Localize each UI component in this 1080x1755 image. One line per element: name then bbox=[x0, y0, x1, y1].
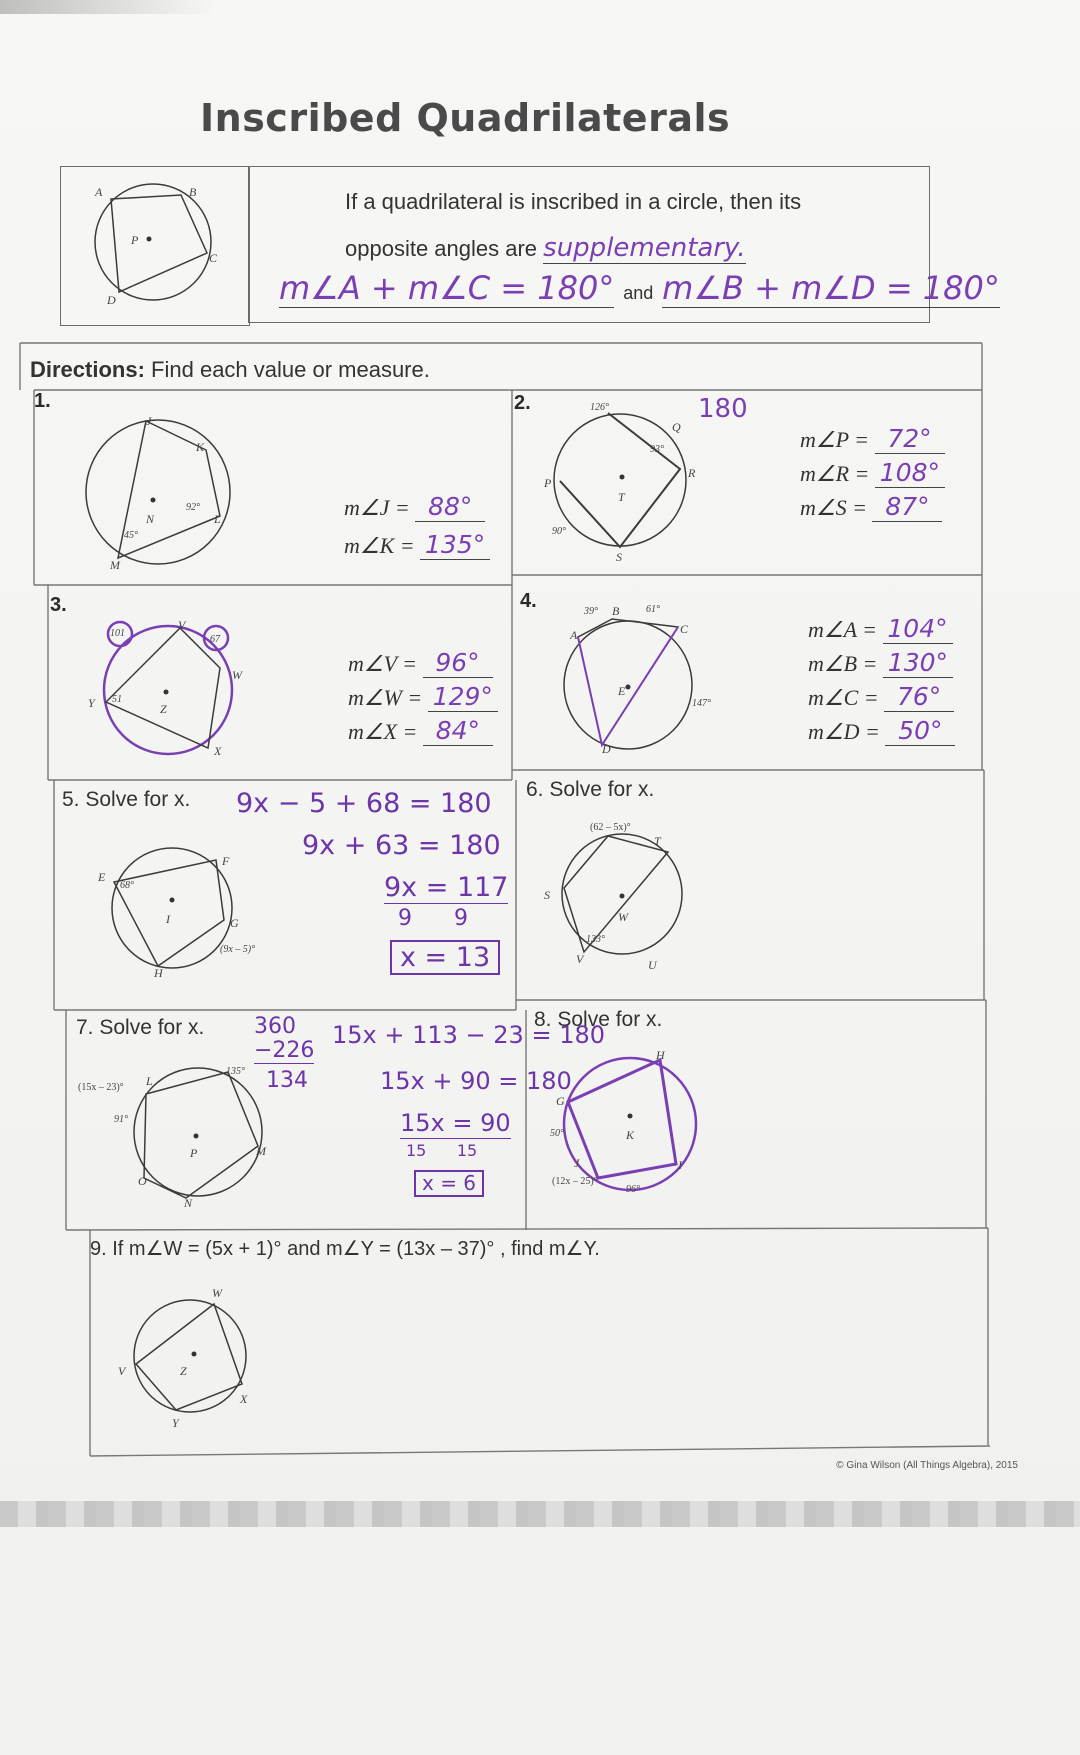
p4-answer-c bbox=[808, 682, 954, 712]
p9-label-x: X bbox=[240, 1392, 248, 1406]
p6-label-s: S bbox=[544, 888, 550, 902]
p9-label-v: V bbox=[118, 1364, 126, 1378]
p9-label-y: Y bbox=[172, 1416, 179, 1430]
theorem-line-2-prefix: opposite angles are bbox=[345, 236, 538, 261]
problem-7-label: 7. Solve for x. bbox=[76, 1016, 205, 1039]
p3-answer-w-prompt: m∠W = bbox=[348, 685, 423, 710]
p7-work-line-1: 360 bbox=[254, 1014, 296, 1039]
p4-answer-d bbox=[808, 716, 955, 746]
p7-label-91: 91° bbox=[114, 1114, 128, 1125]
p7-work-line-4: 15x + 113 − 23 = 180 bbox=[332, 1021, 605, 1049]
theorem-equation-and: and bbox=[623, 283, 654, 303]
p4-label-e: E bbox=[618, 684, 626, 698]
p7-label-l: L bbox=[146, 1074, 153, 1088]
copyright-credit: © Gina Wilson (All Things Algebra), 2015 bbox=[836, 1460, 1018, 1471]
p1-answer-k-prompt: m∠K = bbox=[344, 533, 415, 558]
p4-answer-c-prompt: m∠C = bbox=[808, 685, 879, 710]
p7-work-line-6: 15x = 90 bbox=[400, 1109, 511, 1137]
p4-label-a: A bbox=[570, 628, 578, 642]
p2-answer-s bbox=[800, 492, 942, 522]
p4-answer-b-value: 130° bbox=[883, 648, 953, 678]
directions-label: Directions: bbox=[30, 357, 145, 382]
p2-label-r: R bbox=[688, 466, 696, 480]
p1-label-j: J bbox=[146, 414, 152, 428]
p5-work-answer: x = 13 bbox=[390, 940, 500, 975]
p6-label-t: T bbox=[654, 834, 661, 848]
scan-edge-bottom bbox=[0, 1501, 1080, 1527]
p7-label-135: 135° bbox=[226, 1066, 245, 1077]
p4-answer-a-value: 104° bbox=[883, 614, 953, 644]
p4-label-147: 147° bbox=[692, 698, 711, 709]
p2-answer-p bbox=[800, 424, 945, 454]
p6-label-expr: (62 – 5x)° bbox=[590, 822, 631, 833]
p3-answer-v-value: 96° bbox=[423, 648, 493, 678]
p3-answer-w bbox=[348, 682, 498, 712]
p2-answer-p-prompt: m∠P = bbox=[800, 427, 869, 452]
p7-work-line-5: 15x + 90 = 180 bbox=[380, 1067, 572, 1095]
p8-label-g: G bbox=[556, 1094, 565, 1108]
p8-label-i: I bbox=[678, 1158, 682, 1172]
p1-answer-j bbox=[344, 492, 485, 522]
theorem-label-a: A bbox=[95, 185, 103, 199]
p2-label-93: 93° bbox=[650, 444, 664, 455]
p5-work-line-4: 9 9 bbox=[398, 906, 468, 931]
p1-label-angle-m: 45° bbox=[124, 530, 138, 541]
p3-answer-x-prompt: m∠X = bbox=[348, 719, 418, 744]
p4-answer-c-value: 76° bbox=[884, 682, 954, 712]
p8-label-j: J bbox=[574, 1156, 580, 1170]
p3-label-w: W bbox=[232, 668, 242, 682]
p8-label-h: H bbox=[656, 1048, 665, 1062]
p1-label-angle-l: 92° bbox=[186, 502, 200, 513]
p4-answer-b bbox=[808, 648, 953, 678]
p4-answer-a bbox=[808, 614, 953, 644]
p6-label-v: V bbox=[576, 952, 584, 966]
p4-label-b: B bbox=[612, 604, 620, 618]
p1-answer-j-prompt: m∠J = bbox=[344, 495, 410, 520]
theorem-label-p: P bbox=[131, 233, 139, 247]
p1-answer-j-value: 88° bbox=[415, 492, 485, 522]
p2-answer-s-value: 87° bbox=[872, 492, 942, 522]
p5-label-68: 68° bbox=[120, 880, 134, 891]
problem-1-number: 1. bbox=[34, 390, 51, 412]
p9-label-z: Z bbox=[180, 1364, 187, 1378]
p5-label-f: F bbox=[222, 854, 230, 868]
p6-label-133: 133° bbox=[586, 934, 605, 945]
p5-label-h: H bbox=[154, 966, 163, 980]
p8-label-96: 96° bbox=[626, 1184, 640, 1195]
p3-answer-x bbox=[348, 716, 493, 746]
p2-answer-p-value: 72° bbox=[875, 424, 945, 454]
problem-2-number: 2. bbox=[514, 392, 531, 414]
p5-label-expr: (9x – 5)° bbox=[220, 944, 256, 955]
p3-label-z: Z bbox=[160, 702, 167, 716]
p8-label-50: 50° bbox=[550, 1128, 564, 1139]
p8-label-expr: (12x – 25)° bbox=[552, 1176, 598, 1187]
theorem-label-d: D bbox=[107, 293, 116, 307]
p9-label-w: W bbox=[212, 1286, 222, 1300]
p7-work-answer: x = 6 bbox=[414, 1170, 484, 1197]
p3-label-101: 101 bbox=[110, 628, 125, 639]
theorem-label-c: C bbox=[209, 251, 218, 265]
theorem-answer-supplementary: supplementary. bbox=[543, 233, 746, 263]
p6-label-u: U bbox=[648, 958, 657, 972]
p1-label-n: N bbox=[146, 512, 155, 526]
p5-label-i: I bbox=[166, 912, 170, 926]
problem-5-label: 5. Solve for x. bbox=[62, 788, 191, 811]
p2-answer-s-prompt: m∠S = bbox=[800, 495, 867, 520]
p3-answer-v-prompt: m∠V = bbox=[348, 651, 417, 676]
p3-label-y: Y bbox=[88, 696, 95, 710]
p2-label-q: Q bbox=[672, 420, 681, 434]
p2-answer-r bbox=[800, 458, 945, 488]
p7-label-o: O bbox=[138, 1174, 147, 1188]
p5-work-line-1: 9x − 5 + 68 = 180 bbox=[236, 788, 492, 819]
problem-6-label: 6. Solve for x. bbox=[526, 778, 655, 801]
problem-9-text: 9. If m∠W = (5x + 1)° and m∠Y = (13x – 37)° , find m∠Y. bbox=[90, 1238, 600, 1260]
p1-label-l: L bbox=[214, 512, 221, 526]
p2-label-90: 90° bbox=[552, 526, 566, 537]
p2-label-p: P bbox=[544, 476, 552, 490]
p1-answer-k bbox=[344, 530, 490, 560]
page-title: Inscribed Quadrilaterals bbox=[200, 96, 731, 140]
p7-label-p: P bbox=[190, 1146, 198, 1160]
problem-8-label: 8. Solve for x. bbox=[534, 1008, 663, 1031]
directions-text: Find each value or measure. bbox=[151, 357, 430, 382]
p7-work-line-7: 15 15 bbox=[406, 1141, 478, 1160]
p7-label-m: M bbox=[256, 1144, 266, 1158]
p4-answer-d-prompt: m∠D = bbox=[808, 719, 880, 744]
p5-label-g: G bbox=[230, 916, 239, 930]
p2-label-s: S bbox=[616, 550, 622, 564]
p4-label-39: 39° bbox=[584, 606, 598, 617]
p7-work-line-2: −226 bbox=[254, 1038, 315, 1063]
p2-answer-r-prompt: m∠R = bbox=[800, 461, 870, 486]
p1-answer-k-value: 135° bbox=[420, 530, 490, 560]
p3-answer-v bbox=[348, 648, 493, 678]
theorem-equation-left: m∠A + m∠C = 180° bbox=[279, 269, 615, 307]
p3-label-x: X bbox=[214, 744, 222, 758]
p4-label-c: C bbox=[680, 622, 689, 636]
p4-label-d: D bbox=[602, 742, 611, 756]
p3-answer-x-value: 84° bbox=[423, 716, 493, 746]
p7-work-line-3: 134 bbox=[266, 1068, 308, 1093]
p7-label-n: N bbox=[184, 1196, 193, 1210]
p7-label-expr: (15x – 23)° bbox=[78, 1082, 124, 1093]
p5-work-line-2: 9x + 63 = 180 bbox=[302, 830, 501, 861]
p4-answer-b-prompt: m∠B = bbox=[808, 651, 878, 676]
p4-answer-d-value: 50° bbox=[885, 716, 955, 746]
p5-label-e: E bbox=[98, 870, 106, 884]
p3-label-67: 67 bbox=[210, 634, 220, 645]
p1-label-m: M bbox=[110, 558, 120, 572]
p4-answer-a-prompt: m∠A = bbox=[808, 617, 877, 642]
problem-1-diagram bbox=[80, 410, 250, 580]
p2-answer-r-value: 108° bbox=[875, 458, 945, 488]
p3-label-v: V bbox=[178, 618, 186, 632]
p3-label-51: 51 bbox=[112, 694, 122, 705]
p2-label-126: 126° bbox=[590, 402, 609, 413]
p4-label-61: 61° bbox=[646, 604, 660, 615]
p2-label-t: T bbox=[618, 490, 625, 504]
theorem-line-1: If a quadrilateral is inscribed in a circle, then its bbox=[345, 189, 802, 214]
p1-label-k: K bbox=[196, 440, 205, 454]
theorem-equation-right: m∠B + m∠D = 180° bbox=[662, 269, 1000, 307]
problem-6-diagram bbox=[556, 826, 696, 966]
p3-answer-w-value: 129° bbox=[428, 682, 498, 712]
p8-label-k: K bbox=[626, 1128, 635, 1142]
p5-work-line-3: 9x = 117 bbox=[384, 872, 509, 903]
p2-note-180: 180 bbox=[698, 394, 748, 424]
problem-3-number: 3. bbox=[50, 594, 67, 616]
problem-4-number: 4. bbox=[520, 590, 537, 612]
theorem-label-b: B bbox=[189, 185, 197, 199]
p6-label-w: W bbox=[618, 910, 628, 924]
